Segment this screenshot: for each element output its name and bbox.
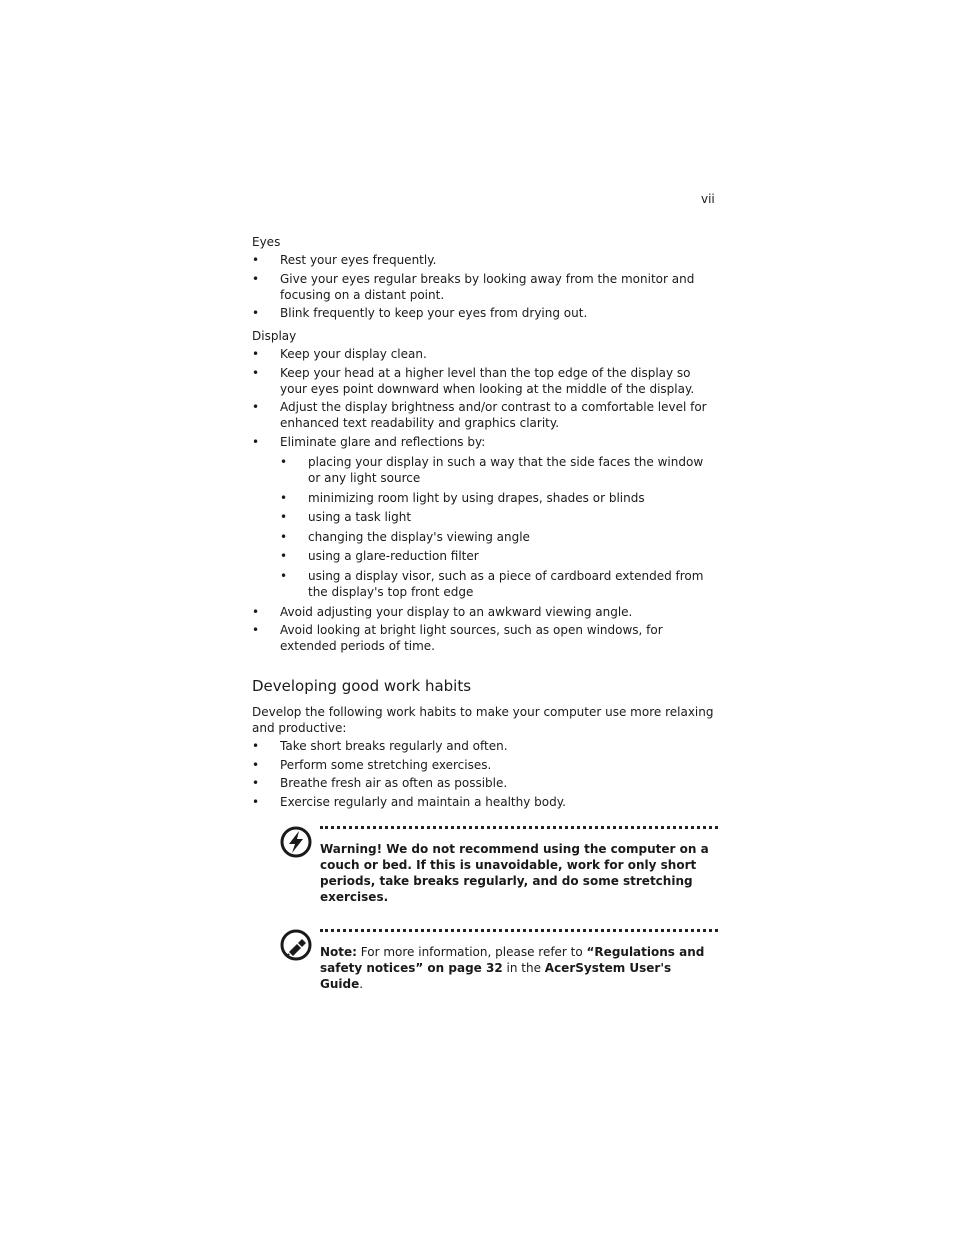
note-notice (252, 929, 718, 992)
display-list (252, 346, 718, 654)
sub-list-item: • using a display visor, such as a piece of cardboard extended from the display's top front edge (280, 568, 718, 600)
note-reference: “Regulations and safety notices” on page 32 (320, 944, 705, 975)
list-item: • Avoid adjusting your display to an awkward viewing angle. (252, 604, 718, 620)
divider (320, 826, 718, 829)
list-item-glare (252, 434, 718, 600)
warning-icon (280, 826, 312, 858)
list-item: • Take short breaks regularly and often. (252, 738, 718, 754)
note-text (320, 944, 718, 992)
note-text-after: . (359, 976, 364, 991)
sub-list-item: • minimizing room light by using drapes, shades or blinds (280, 490, 718, 506)
sub-list-item: • placing your display in such a way that the side faces the window or any light source (280, 454, 718, 486)
warning-notice (252, 826, 718, 905)
list-item: • Perform some stretching exercises. (252, 757, 718, 773)
note-guide: AcerSystem User's Guide (320, 960, 672, 991)
list-item-label: Eliminate glare and reflections by: (280, 434, 486, 449)
list-item: • Keep your display clean. (252, 346, 718, 362)
habits-list (252, 738, 718, 810)
note-label: Note: (320, 944, 357, 959)
list-item: • Avoid looking at bright light sources, such as open windows, for extended periods of time. (252, 622, 718, 654)
glare-sublist (280, 454, 718, 600)
sub-list-item: • changing the display's viewing angle (280, 529, 718, 545)
list-item: • Exercise regularly and maintain a healthy body. (252, 794, 718, 810)
page-number: vii (701, 192, 715, 206)
note-text-before: For more information, please refer to (356, 944, 587, 959)
page-content (252, 234, 718, 992)
divider (320, 929, 718, 932)
list-item: • Breathe fresh air as often as possible. (252, 775, 718, 791)
list-item: • Adjust the display brightness and/or contrast to a comfortable level for enhanced text readability and graphics clarity. (252, 399, 718, 431)
list-item: • Blink frequently to keep your eyes from drying out. (252, 305, 718, 321)
section-heading: Developing good work habits (252, 677, 472, 696)
list-item: • Rest your eyes frequently. (252, 252, 718, 268)
eyes-list (252, 252, 718, 321)
note-text-middle: in the (502, 960, 545, 975)
eyes-label: Eyes (252, 235, 281, 249)
sub-list-item: • using a glare-reduction filter (280, 548, 718, 564)
warning-text: Warning! We do not recommend using the computer on a couch or bed. If this is unavoidable, work for only short periods, take breaks regularly, and do some stretching exercises. (320, 841, 709, 904)
habits-intro: Develop the following work habits to make your computer use more relaxing and productive: (252, 705, 714, 736)
note-icon (280, 929, 312, 961)
sub-list-item: • using a task light (280, 509, 718, 525)
list-item: • Give your eyes regular breaks by looking away from the monitor and focusing on a distant point. (252, 271, 718, 303)
display-label: Display (252, 329, 297, 344)
list-item: • Keep your head at a higher level than the top edge of the display so your eyes point downward when looking at the middle of the display. (252, 365, 718, 397)
